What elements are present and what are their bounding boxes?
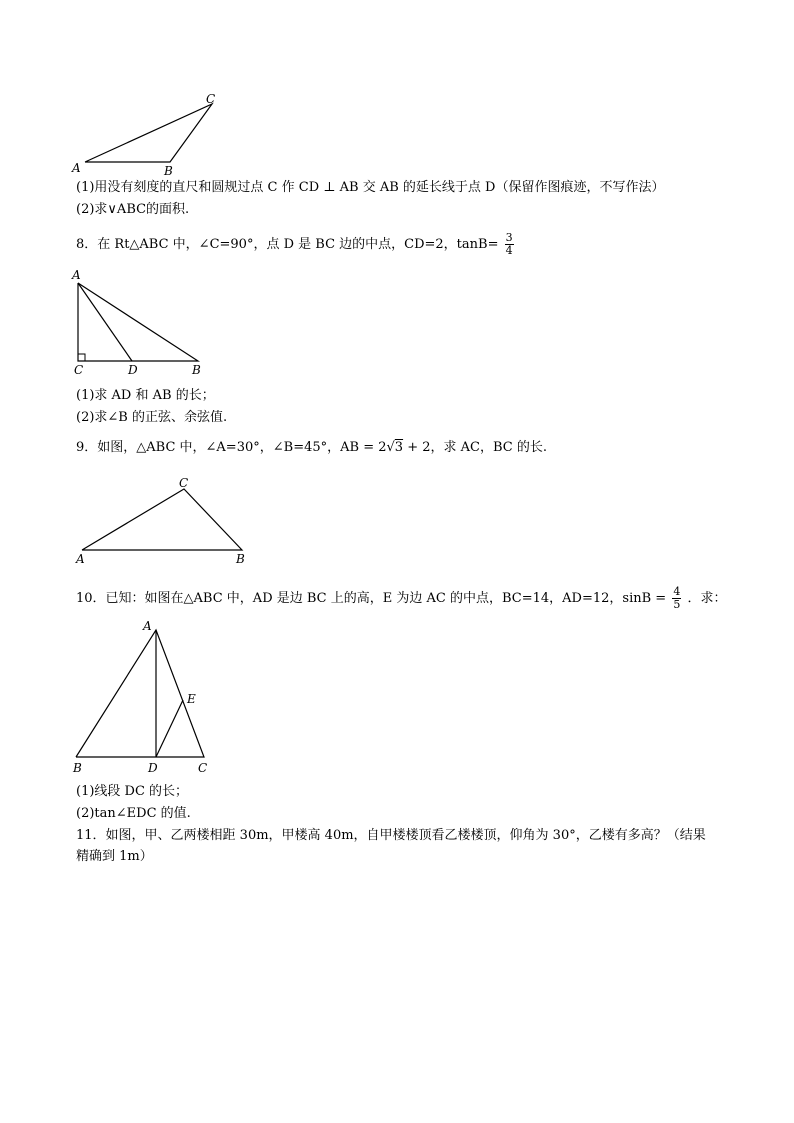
q8-frac-den: 4 xyxy=(505,244,513,257)
q11-line1: 11．如图，甲、乙两楼相距 30m，甲楼高 40m，自甲楼楼顶看乙楼楼顶，仰角为 30°，乙楼有多高？（结果 xyxy=(76,828,706,843)
q8-part1: (1)求 AD 和 AB 的长； xyxy=(76,388,215,403)
q8-frac-num: 3 xyxy=(505,231,513,244)
q10-frac-den: 5 xyxy=(673,598,681,611)
q7-label-C: C xyxy=(206,92,216,106)
q8-label-B: B xyxy=(192,363,201,377)
q8-tan-fraction xyxy=(505,232,514,257)
q8-right-triangle-figure xyxy=(68,265,218,377)
q10-stem-text: 10．已知：如图在△ABC 中，AD 是边 BC 上的高，E 为边 AC 的中点，BC=14，AD=12，sinB = xyxy=(76,591,667,606)
q9-stem xyxy=(76,440,547,456)
q11-line2: 精确到 1m） xyxy=(76,849,153,864)
q9-triangle xyxy=(82,489,242,550)
q8-stem-text: 8．在 Rt△ABC 中，∠C=90°，点 D 是 BC 边的中点，CD=2，tanB= xyxy=(76,237,499,252)
q8-segment-AD xyxy=(78,283,132,361)
q8-triangle xyxy=(78,283,198,361)
q8-part2: (2)求∠B 的正弦、余弦值. xyxy=(76,410,228,425)
q10-label-B: B xyxy=(73,761,82,775)
q9-sqrt: √3 xyxy=(386,440,404,455)
q10-frac-num: 4 xyxy=(673,585,681,598)
q7-triangle-figure xyxy=(70,92,230,178)
q7-part2: (2)求∨ABC的面积. xyxy=(76,202,190,217)
q9-sqrt-arg: 3 xyxy=(394,440,404,455)
q8-label-D: D xyxy=(128,363,138,377)
q8-stem xyxy=(76,232,516,257)
q10-sin-fraction xyxy=(672,586,681,611)
q10-part2: (2)tan∠EDC 的值. xyxy=(76,806,191,821)
q10-label-C: C xyxy=(198,761,208,775)
q8-label-C: C xyxy=(74,363,84,377)
q9-stem-b: + 2，求 AC，BC 的长. xyxy=(403,440,547,455)
q8-right-angle-mark xyxy=(78,354,85,361)
q10-stem xyxy=(76,586,726,611)
q10-part1: (1)线段 DC 的长； xyxy=(76,784,189,799)
q10-label-D: D xyxy=(148,761,158,775)
q10-label-A: A xyxy=(143,619,152,633)
q8-label-A: A xyxy=(72,268,81,282)
q10-triangle xyxy=(76,630,204,757)
q10-stem-end: ．求： xyxy=(687,591,727,606)
q7-triangle xyxy=(85,104,212,162)
q9-label-B: B xyxy=(236,552,245,566)
q9-label-A: A xyxy=(76,552,85,566)
q7-label-A: A xyxy=(72,161,81,175)
q9-label-C: C xyxy=(179,476,189,490)
q10-segment-DE xyxy=(156,700,183,757)
q10-triangle-figure xyxy=(68,615,218,777)
q7-label-B: B xyxy=(164,164,173,178)
q10-label-E: E xyxy=(187,692,196,706)
q7-part1: (1)用没有刻度的直尺和圆规过点 C 作 CD ⊥ AB 交 AB 的延长线于点 D（保留作图痕迹，不写作法） xyxy=(76,180,665,195)
q9-stem-a: 9．如图，△ABC 中，∠A=30°，∠B=45°，AB = 2 xyxy=(76,440,387,455)
q9-triangle-figure xyxy=(70,475,260,567)
